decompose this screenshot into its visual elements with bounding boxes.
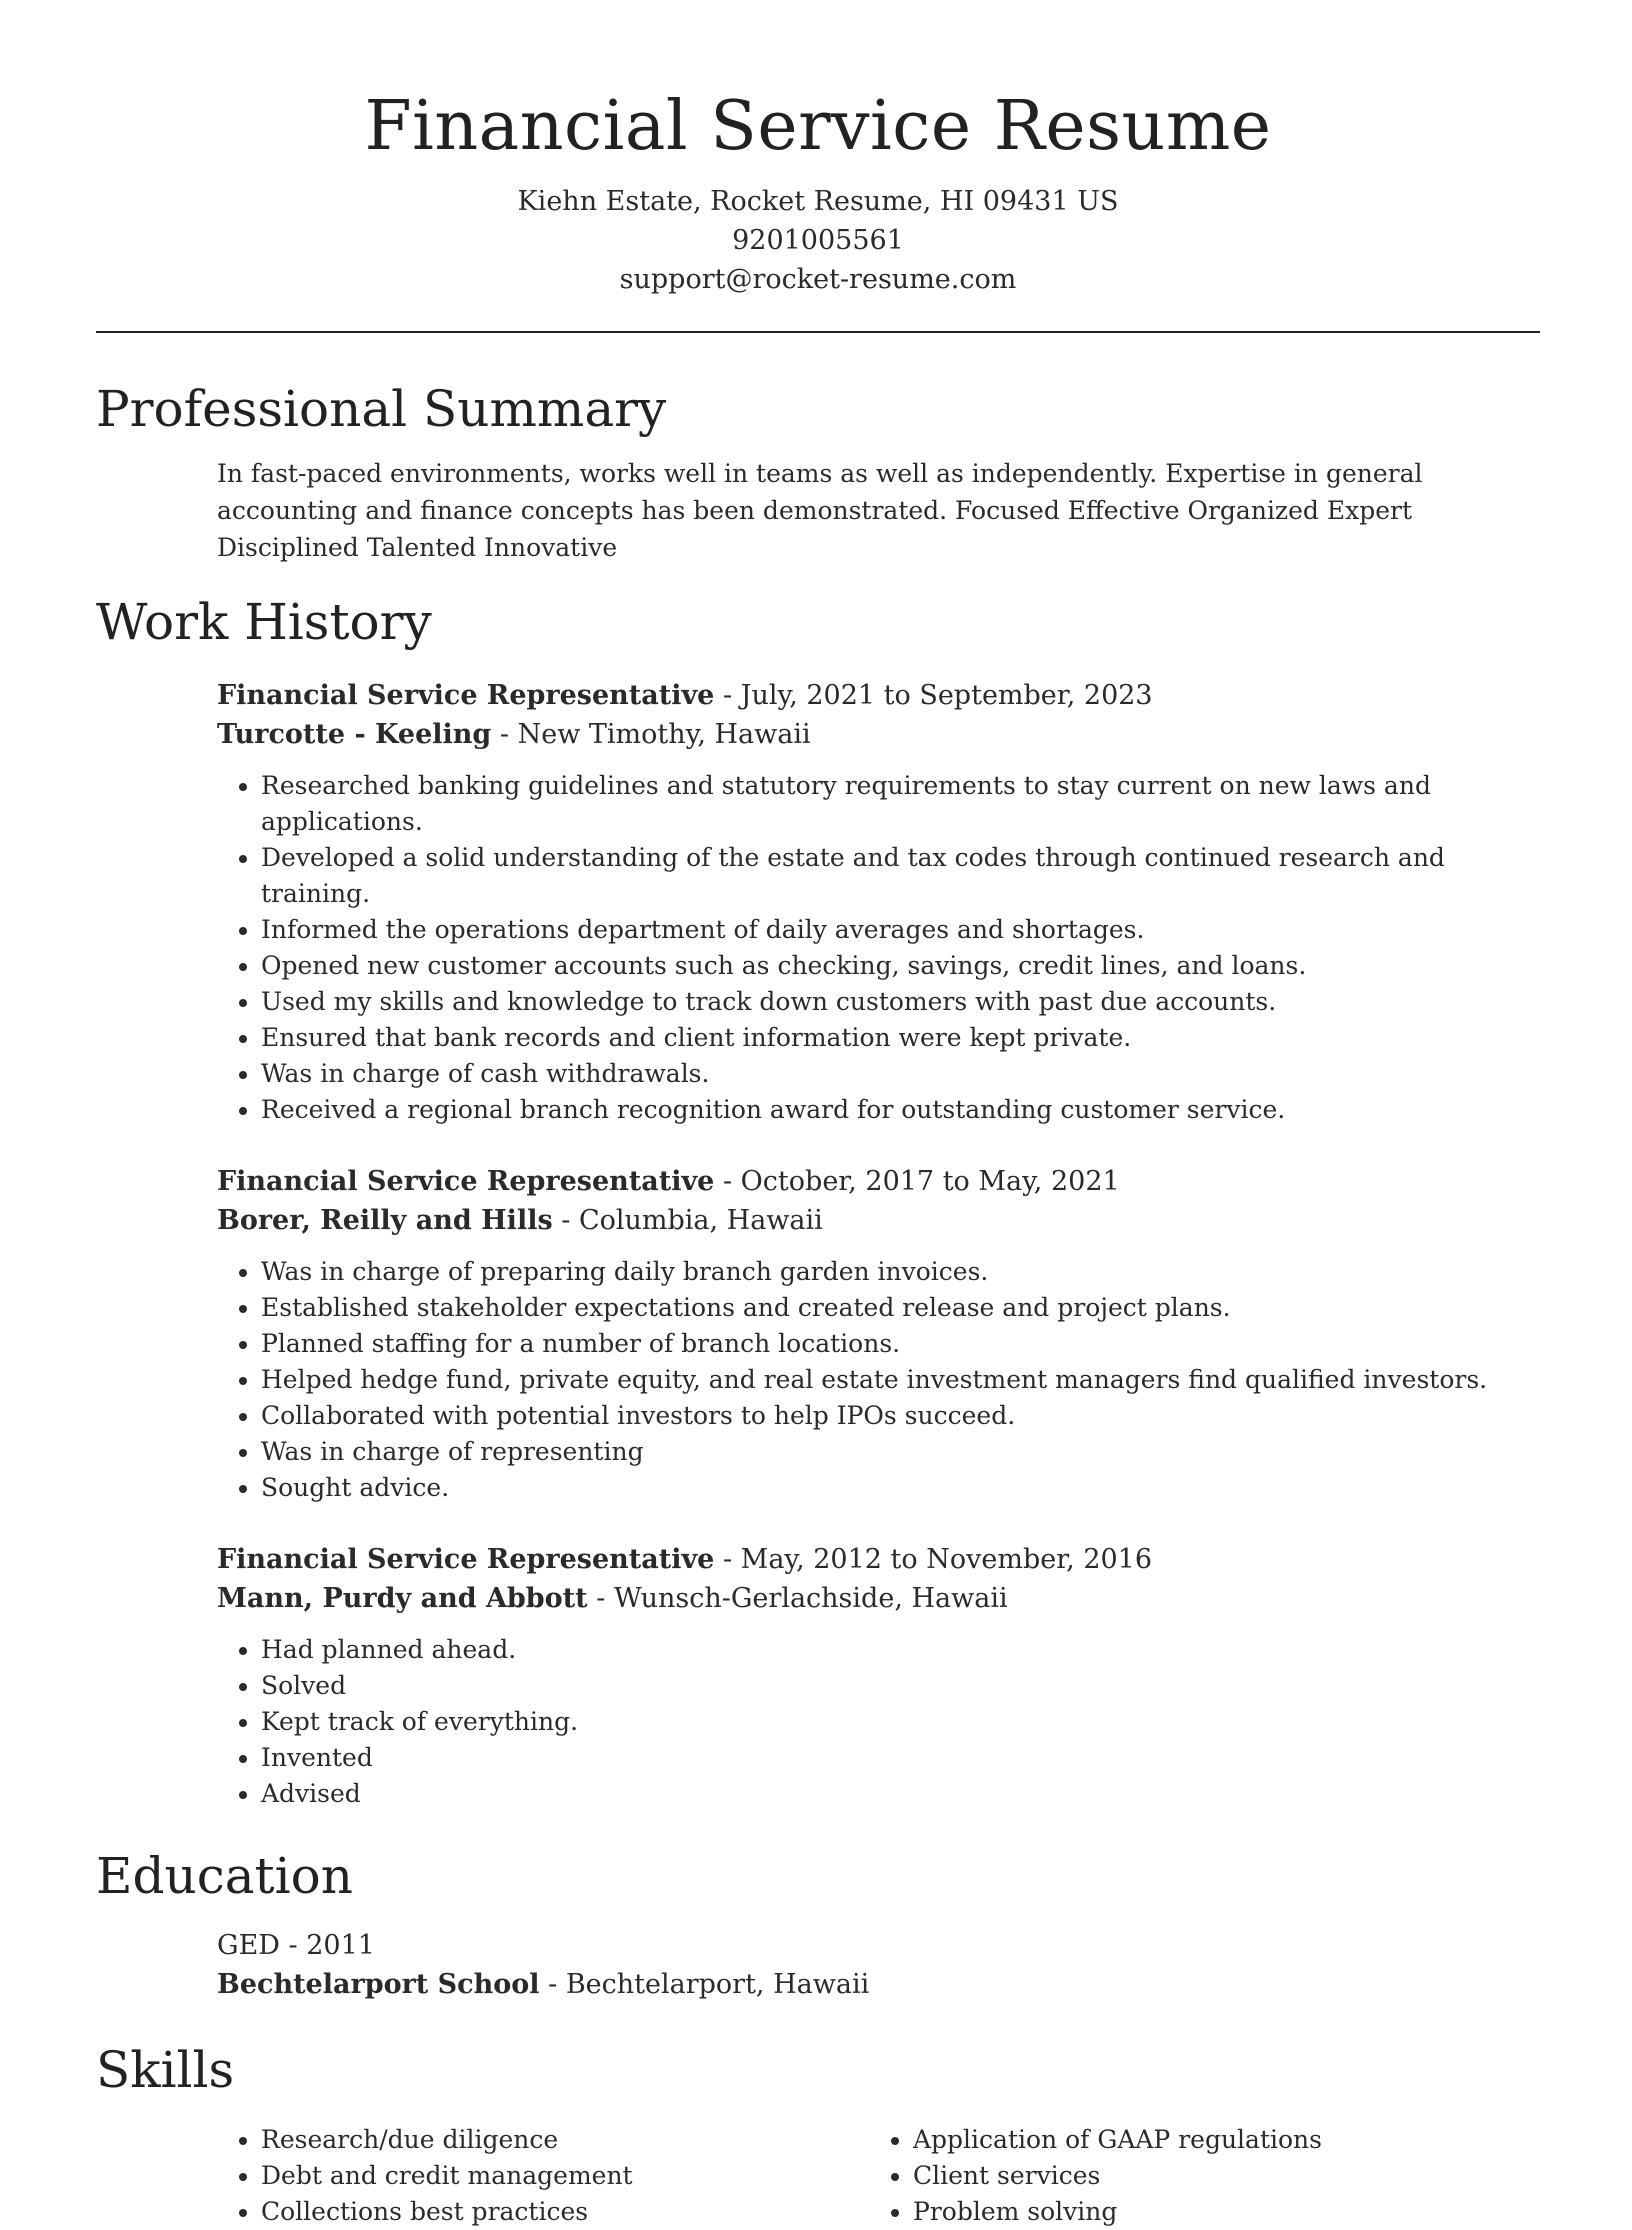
skills-column-left <box>217 2122 869 2230</box>
list-item: • Developed a solid understanding of the estate and tax codes through continued research and training. <box>261 840 1540 912</box>
list-item: • Advised <box>261 1776 1540 1812</box>
job-title: Financial Service Representative <box>217 680 715 711</box>
education-year: 2011 <box>306 1930 375 1961</box>
list-item: • Established stakeholder expectations and created release and project plans. <box>261 1290 1540 1326</box>
header-divider <box>96 331 1540 333</box>
list-item: • Client services <box>913 2158 1521 2194</box>
list-item: • Application of GAAP regulations <box>913 2122 1521 2158</box>
list-item: • Collaborated with potential investors to help IPOs succeed. <box>261 1398 1540 1434</box>
job-duties-list <box>217 768 1540 1128</box>
section-title-summary: Professional Summary <box>96 380 667 438</box>
resume-name: Financial Service Resume <box>364 87 1272 166</box>
contact-info <box>96 182 1540 299</box>
skills-grid <box>217 2122 1540 2230</box>
section-skills <box>96 2038 1540 2230</box>
separator: - <box>539 1969 566 2000</box>
list-item: • Problem solving <box>913 2194 1521 2230</box>
education-entry <box>217 1926 1540 2004</box>
list-item: • Invented <box>261 1740 1540 1776</box>
job-dates: July, 2021 to September, 2023 <box>740 680 1153 711</box>
job-location: Columbia, Hawaii <box>578 1205 823 1236</box>
job-dates: October, 2017 to May, 2021 <box>740 1166 1120 1197</box>
list-item: • Used my skills and knowledge to track down customers with past due accounts. <box>261 984 1540 1020</box>
list-item: • Research/due diligence <box>261 2122 869 2158</box>
job-location: Wunsch-Gerlachside, Hawaii <box>613 1583 1008 1614</box>
job-entry <box>217 1162 1540 1506</box>
job-employer <box>217 1579 1540 1618</box>
list-item: • Received a regional branch recognition award for outstanding customer service. <box>261 1092 1540 1128</box>
skills-column-right <box>869 2122 1521 2230</box>
separator: - <box>714 1544 741 1575</box>
resume-header <box>96 0 1540 299</box>
job-dates: May, 2012 to November, 2016 <box>740 1544 1153 1575</box>
list-item: • Had planned ahead. <box>261 1632 1540 1668</box>
separator: - <box>714 1166 741 1197</box>
job-entry <box>217 676 1540 1128</box>
list-item: • Planned staffing for a number of branch locations. <box>261 1326 1540 1362</box>
contact-address: Kiehn Estate, Rocket Resume, HI 09431 US <box>517 186 1119 217</box>
list-item: • Helped hedge fund, private equity, and real estate investment managers find qualified investors. <box>261 1362 1540 1398</box>
job-employer <box>217 1201 1540 1240</box>
education-school: Bechtelarport School <box>217 1969 540 2000</box>
job-heading <box>217 676 1540 715</box>
list-item: • Collections best practices <box>261 2194 869 2230</box>
job-title: Financial Service Representative <box>217 1544 715 1575</box>
summary-text: In fast-paced environments, works well in teams as well as independently. Expertise in general accounting and finance concepts has been demonstrated. Focused Effective Organized Expert Disciplined Talented Innovative <box>217 459 1423 562</box>
job-heading <box>217 1162 1540 1201</box>
job-employer <box>217 715 1540 754</box>
job-duties-list <box>217 1254 1540 1506</box>
education-location: Bechtelarport, Hawaii <box>565 1969 870 2000</box>
education-degree: GED <box>217 1930 280 1961</box>
resume-page <box>96 0 1540 2230</box>
list-item: • Opened new customer accounts such as checking, savings, credit lines, and loans. <box>261 948 1540 984</box>
section-title-work: Work History <box>96 593 432 651</box>
separator: - <box>587 1583 614 1614</box>
list-item: • Sought advice. <box>261 1470 1540 1506</box>
section-education <box>96 1844 1540 2004</box>
list-item: • Was in charge of preparing daily branch garden invoices. <box>261 1254 1540 1290</box>
job-title: Financial Service Representative <box>217 1166 715 1197</box>
separator: - <box>714 680 741 711</box>
list-item: • Debt and credit management <box>261 2158 869 2194</box>
job-entry <box>217 1540 1540 1812</box>
separator: - <box>491 719 518 750</box>
section-work-history <box>96 590 1540 1812</box>
separator: - <box>279 1930 307 1961</box>
job-duties-list <box>217 1632 1540 1812</box>
job-heading <box>217 1540 1540 1579</box>
education-school-line <box>217 1965 1540 2004</box>
contact-phone: 9201005561 <box>732 225 904 256</box>
job-company: Borer, Reilly and Hills <box>217 1205 553 1236</box>
separator: - <box>552 1205 579 1236</box>
job-company: Turcotte - Keeling <box>217 719 492 750</box>
section-title-skills: Skills <box>96 2041 235 2099</box>
list-item: • Was in charge of cash withdrawals. <box>261 1056 1540 1092</box>
list-item: • Ensured that bank records and client information were kept private. <box>261 1020 1540 1056</box>
job-company: Mann, Purdy and Abbott <box>217 1583 588 1614</box>
contact-email: support@rocket-resume.com <box>619 264 1017 295</box>
list-item: • Kept track of everything. <box>261 1704 1540 1740</box>
list-item: • Was in charge of representing <box>261 1434 1540 1470</box>
list-item: • Solved <box>261 1668 1540 1704</box>
list-item: • Researched banking guidelines and statutory requirements to stay current on new laws and applications. <box>261 768 1540 840</box>
job-location: New Timothy, Hawaii <box>517 719 811 750</box>
section-professional-summary <box>96 377 1540 566</box>
list-item: • Informed the operations department of daily averages and shortages. <box>261 912 1540 948</box>
section-title-education: Education <box>96 1847 353 1905</box>
education-degree-line <box>217 1926 1540 1965</box>
